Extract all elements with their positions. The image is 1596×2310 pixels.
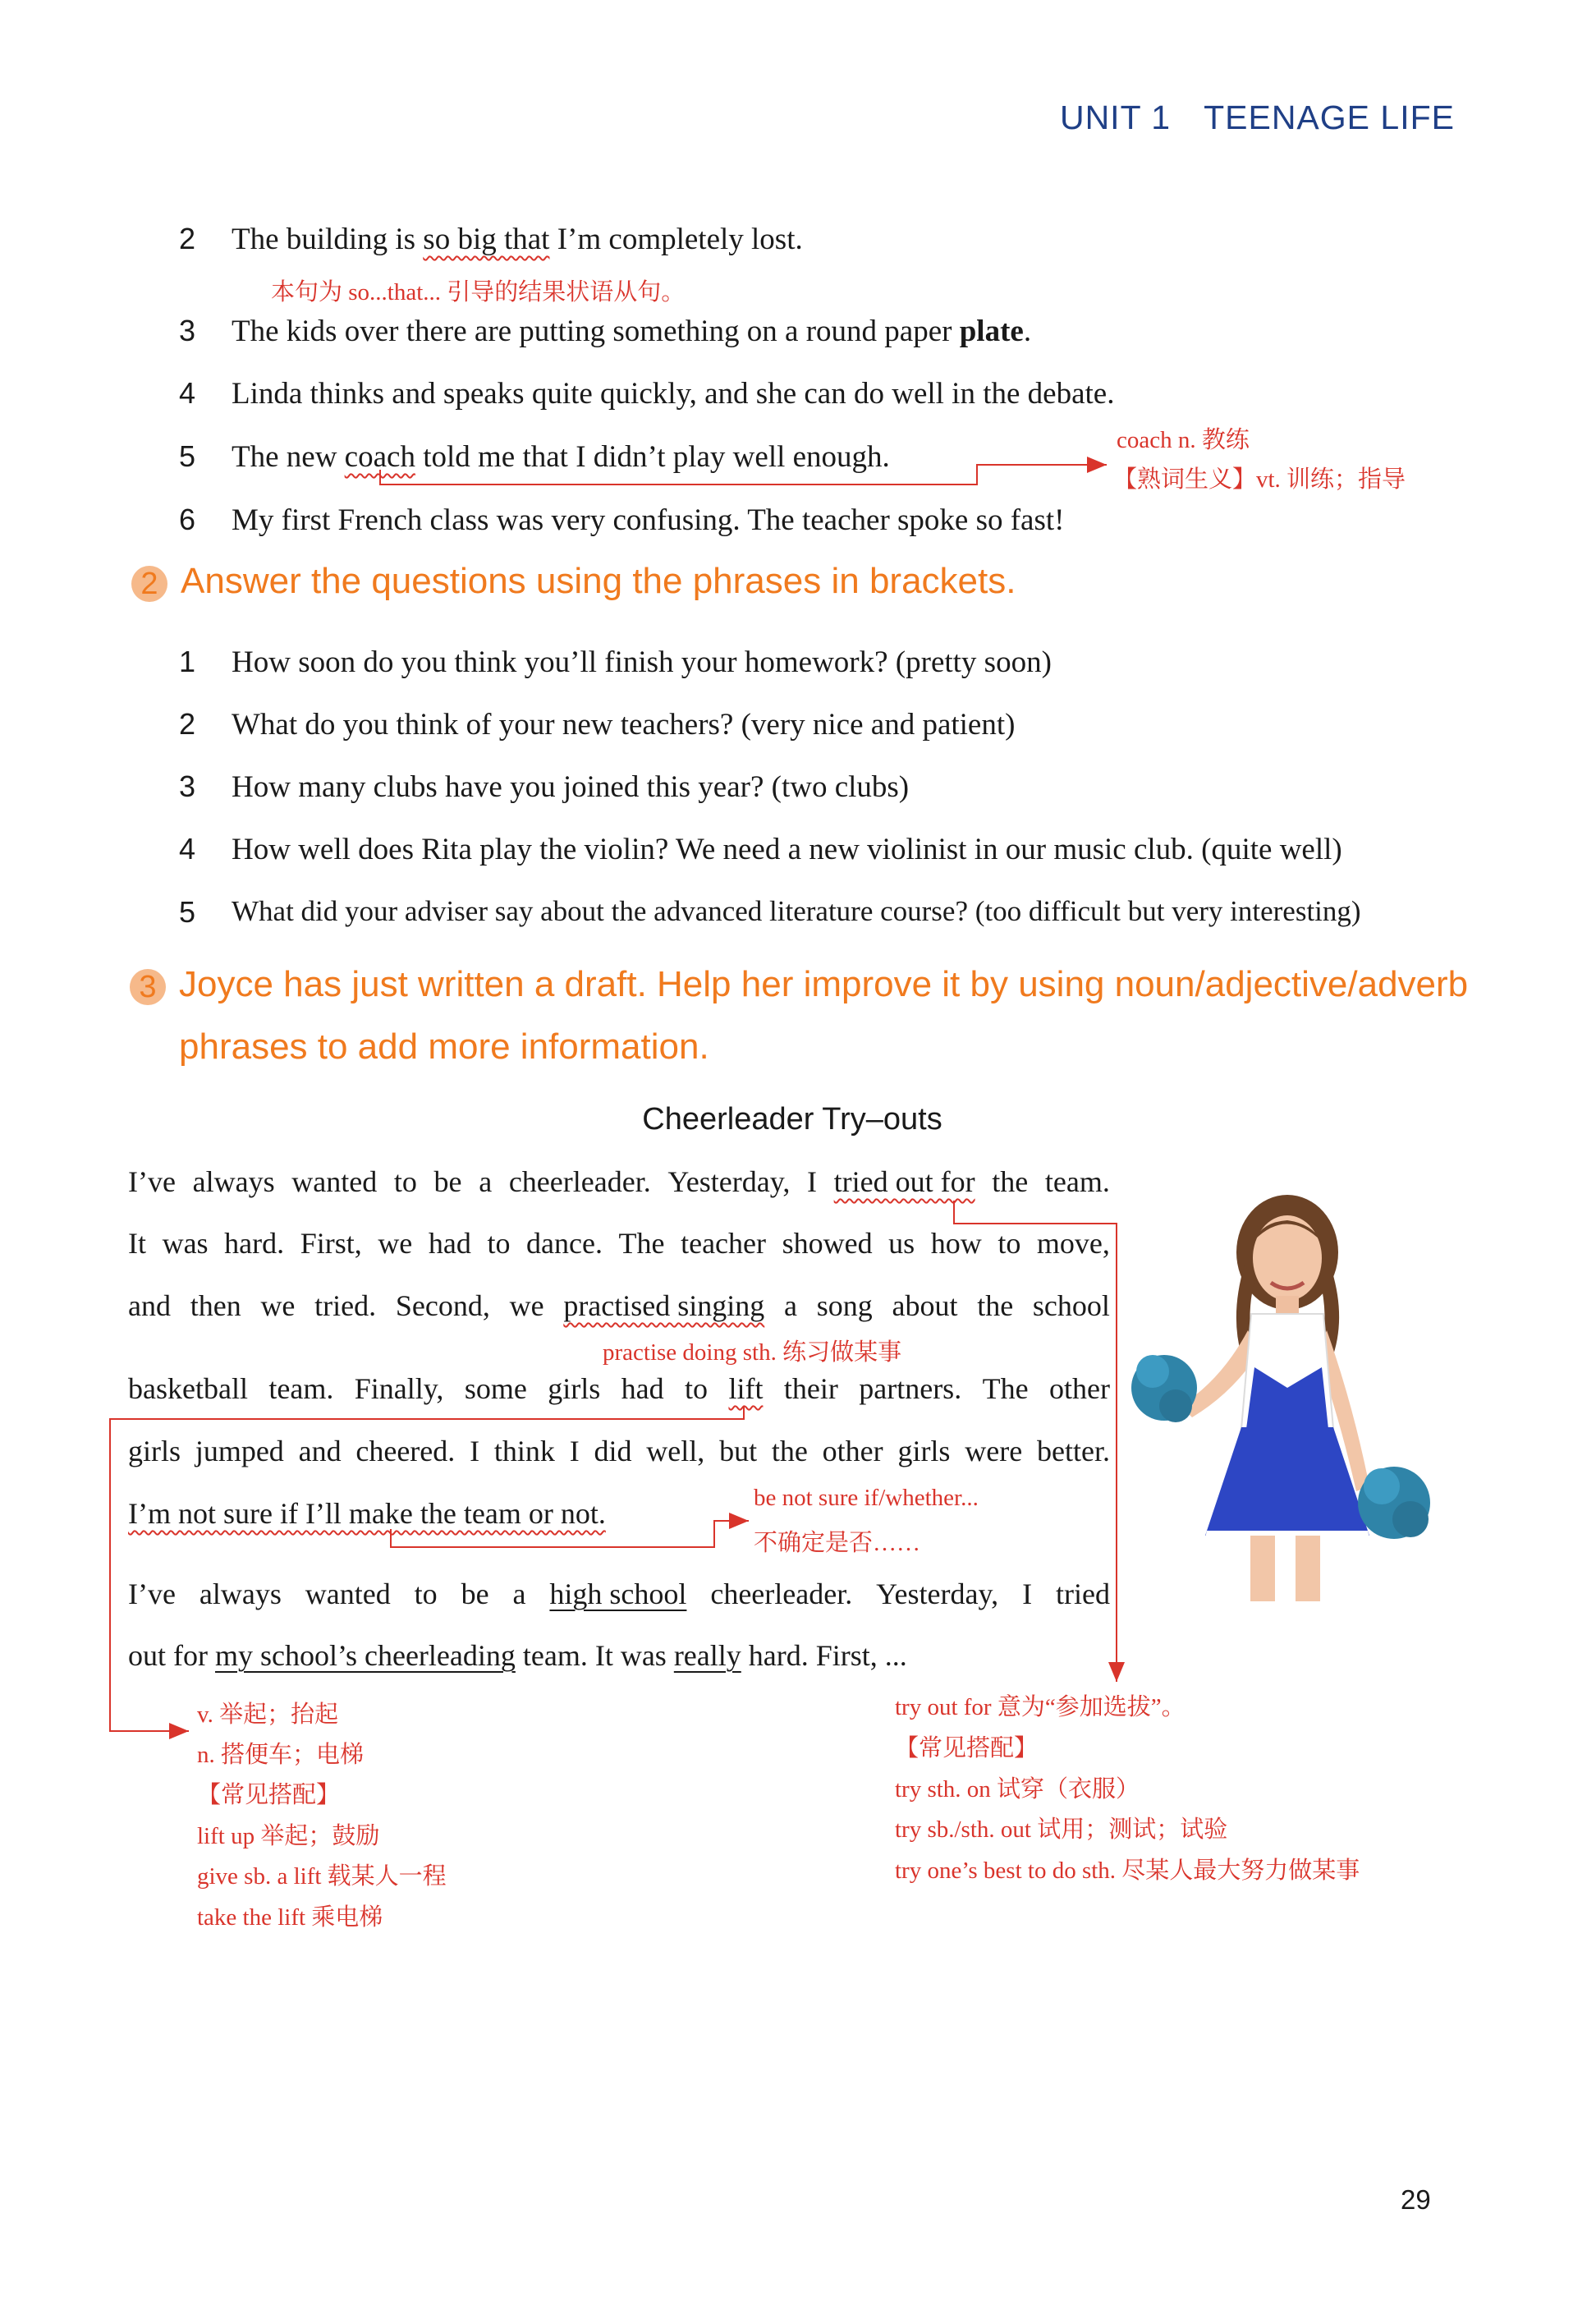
note-so-that: 本句为 so...that... 引导的结果状语从句。 [271,279,686,305]
page-number: 29 [1401,2184,1431,2215]
note-lift-2: n. 搭便车；电梯 [197,1742,365,1768]
s2-item-5: 5 What did your adviser say about the advanced literature course? (too difficult but very interesting) [179,895,1361,929]
note-lift-4: lift up 举起；鼓励 [197,1823,380,1849]
ex1-item-5: 5 The new coach told me that I didn’t play well enough. [179,439,890,474]
note-coach-2: 【熟词生义】vt. 训练；指导 [1113,466,1406,493]
note-coach-1: coach n. 教练 [1117,427,1250,453]
ex1-item-6: 6 My first French class was very confusing. The teacher spoke so fast! [179,503,1065,537]
s2-item-4: 4 How well does Rita play the violin? We need a new violinist in our music club. (quite well) [179,832,1342,866]
unit-label: UNIT 1 [1059,99,1172,136]
s2-item-3: 3 How many clubs have you joined this year? (two clubs) [179,769,910,804]
note-lift-5: give sb. a lift 载某人一程 [197,1863,447,1890]
section-2-title: Answer the questions using the phrases in brackets. [181,561,1016,601]
coach-word: coach [344,440,415,474]
unit-title: TEENAGE LIFE [1204,99,1455,136]
passage-line-3: and then we tried. Second, we practised singing a song about the school [128,1289,1110,1322]
note-try-2: 【常见搭配】 [895,1735,1039,1761]
note-try-5: try one’s best to do sth. 尽某人最大努力做某事 [895,1858,1360,1884]
note-lift-6: take the lift 乘电梯 [197,1904,383,1931]
ex1-item-4: 4 Linda thinks and speaks quite quickly, and she can do well in the debate. [179,376,1115,411]
passage-line-4: basketball team. Finally, some girls had to lift their partners. The other [128,1372,1110,1405]
tried-out-for-phrase: tried out for [833,1165,975,1198]
note-lift-1: v. 举起；抬起 [197,1702,339,1728]
ex1-item-2: 2 The building is so big that I’m completely lost. [179,222,803,256]
cheerleader-image [1131,1191,1452,1601]
note-not-sure-2: 不确定是否…… [754,1530,921,1556]
so-that-phrase: so big that [423,223,550,256]
s2-item-2: 2 What do you think of your new teachers? (very nice and patient) [179,707,1016,742]
note-try-1: try out for 意为“参加选拔”。 [895,1694,1186,1720]
note-practise: practise doing sth. 练习做某事 [603,1339,902,1366]
practised-singing-phrase: practised singing [563,1289,765,1322]
story-title: Cheerleader Try–outs [642,1102,942,1137]
passage-line-1: I’ve always wanted to be a cheerleader. Yesterday, I tried out for the team. [128,1165,1110,1198]
note-try-3: try sth. on 试穿（衣服） [895,1776,1140,1803]
note-lift-3: 【常见搭配】 [197,1782,341,1808]
passage-line-8: out for my school’s cheerleading team. It was really hard. First, ... [128,1639,907,1672]
passage-line-2: It was hard. First, we had to dance. The teacher showed us how to move, [128,1227,1110,1260]
section-3-title-line2: phrases to add more information. [179,1026,709,1067]
section-3-badge: 3 [130,969,166,1005]
not-sure-sentence: I’m not sure if I’ll make the team or not. [128,1497,606,1530]
s2-item-1: 1 How soon do you think you’ll finish your homework? (pretty soon) [179,645,1052,679]
note-try-4: try sb./sth. out 试用；测试；试验 [895,1816,1228,1843]
passage-line-5: girls jumped and cheered. I think I did well, but the other girls were better. [128,1435,1110,1467]
note-not-sure-1: be not sure if/whether... [754,1485,979,1511]
section-3-title-line1: Joyce has just written a draft. Help her improve it by using noun/adjective/adverb [179,964,1469,1004]
ex1-item-3: 3 The kids over there are putting something on a round paper plate. [179,314,1032,348]
lift-word: lift [728,1372,764,1405]
plate-word: plate [959,315,1024,348]
passage-line-7: I’ve always wanted to be a high school cheerleader. Yesterday, I tried [128,1578,1110,1610]
section-2-badge: 2 [131,566,167,602]
